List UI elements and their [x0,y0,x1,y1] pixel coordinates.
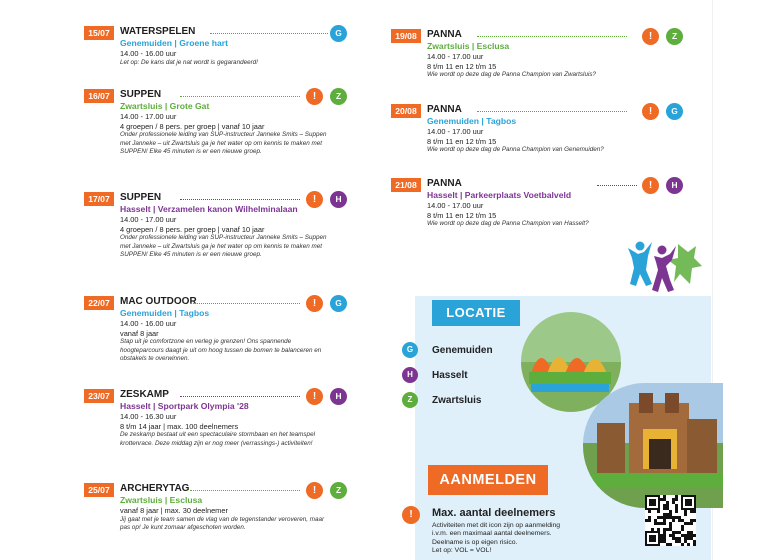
event-info-line: 14.00 - 17.00 uur [120,112,177,121]
location-z-icon: Z [402,392,418,408]
event-title: PANNA [427,104,462,115]
dotted-separator [180,396,300,398]
event-location: Genemuiden | Tagbos [120,308,210,318]
event-location: Hasselt | Parkeerplaats Voetbalveld [427,190,572,200]
max-participants-title: Max. aantal deelnemers [432,507,556,519]
event-title: PANNA [427,178,462,189]
event-title: MAC OUTDOOR [120,296,197,307]
event-title: WATERSPELEN [120,26,196,37]
event-description: Onder professionele leiding van SUP-instructeur Janneke Smits – Suppen met Janneke – uit Zwartsluis ga je het water op om kennis te maken met SUPPEN! Elke 45 minuten is er een nieuwe groep. [120,131,327,156]
event-title: ARCHERYTAG [120,483,190,494]
event-info-line: 14.00 - 17.00 uur [427,201,484,210]
event-location: Genemuiden | Tagbos [427,116,517,126]
event-info-line: 8 t/m 11 en 12 t/m 15 [427,136,497,146]
event-info-line: 4 groepen / 8 pers. per groep | vanaf 10 jaar [120,224,265,234]
event-title: SUPPEN [120,89,162,100]
dotted-separator [210,33,328,35]
registration-required-icon: ! [642,103,659,120]
event-description: Stap uit je comfortzone en verleg je grenzen! Ons spannende hoogteparcours daagt je uit om hoog tussen de bomen te balanceren en obstakels te overwinnen. [120,338,322,363]
event-info-line: 14.00 - 16.00 uur [120,49,177,58]
location-h-icon: H [666,177,683,194]
event-description: Wie wordt op deze dag de Panna Champion van Zwartsluis? [427,71,597,78]
aanmelden-line: Let op: VOL = VOL! [432,547,492,555]
event-info-line: 14.00 - 16.00 uur [120,319,177,328]
event-body [120,296,335,364]
event-title: ZESKAMP [120,389,169,400]
jumping-people-icon [618,238,708,298]
event-title: SUPPEN [120,192,162,203]
event-date: 22/07 [84,296,114,310]
aanmelden-line: i.v.m. een maximaal aantal deelnemers. [432,530,552,538]
event-date: 25/07 [84,483,114,497]
event-date: 19/08 [391,29,421,43]
event-location: Zwartsluis | Esclusa [120,495,203,505]
event-description: Wie wordt op deze dag de Panna Champion van Genemuiden? [427,146,604,153]
event-info-line: 14.00 - 17.00 uur [120,215,177,224]
event-date: 20/08 [391,104,421,118]
location-g-icon: G [330,25,347,42]
max-participants-icon: ! [402,506,420,524]
location-name: Genemuiden [432,344,493,356]
event-date: 15/07 [84,26,114,40]
location-g-icon: G [666,103,683,120]
event-description: De zeskamp bestaat uit een spectaculaire stormbaan en het teamspel krottenrace. Deze middag zijn er nog meer (verrassings-) activiteiten! [120,431,315,447]
event-info-line: 8 t/m 11 en 12 t/m 15 [427,61,497,71]
page-margin-left [0,0,62,560]
dotted-separator [477,36,627,38]
event-info-line: 8 t/m 11 en 12 t/m 15 [427,210,497,220]
event-date: 17/07 [84,192,114,206]
event-info-line: vanaf 8 jaar [120,328,159,338]
inflatable-obstacle-photo [583,383,723,508]
location-z-icon: Z [666,28,683,45]
aanmelden-line: Activiteiten met dit icon zijn op aanmelding [432,522,561,529]
location-name: Zwartsluis [432,394,482,406]
dotted-separator [190,490,300,492]
event-info-line: 14.00 - 17.00 uur [427,52,484,61]
registration-required-icon: ! [642,177,659,194]
event-info-line: vanaf 8 jaar | max. 30 deelnemer [120,506,228,515]
event-info-line: 4 groepen / 8 pers. per groep | vanaf 10 jaar [120,121,265,131]
registration-required-icon: ! [642,28,659,45]
location-g-icon: G [330,295,347,312]
event-info-line: 14.00 - 17.00 uur [427,127,484,136]
location-h-icon: H [330,388,347,405]
event-location: Hasselt | Verzamelen kanon Wilhelminalaan [120,204,298,214]
event-date: 21/08 [391,178,421,192]
event-location: Hasselt | Sportpark Olympia '28 [120,401,249,411]
dotted-separator [477,111,627,113]
event-body [120,192,335,260]
location-z-icon: Z [330,482,347,499]
location-name: Hasselt [432,369,468,381]
dotted-separator [180,199,300,201]
location-h-icon: H [402,367,418,383]
dotted-separator [180,96,300,98]
locatie-heading: LOCATIE [432,300,520,326]
aanmelden-heading: AANMELDEN [428,465,548,495]
location-g-icon: G [402,342,418,358]
dotted-separator [190,303,300,305]
event-location: Zwartsluis | Grote Gat [120,101,210,111]
event-date: 16/07 [84,89,114,103]
location-legend-item [402,392,481,408]
event-info-line: 14.00 - 16.30 uur [120,412,177,421]
dotted-separator [597,185,637,187]
event-description: Let op: De kans dat je nat wordt is gegarandeerd! [120,58,258,66]
event-location: Genemuiden | Groene hart [120,38,228,48]
location-z-icon: Z [330,88,347,105]
event-description: Wie wordt op deze dag de Panna Champion van Hasselt? [427,220,589,227]
event-location: Zwartsluis | Esclusa [427,41,510,51]
event-description: Jij gaat met je team samen de vlag van de tegenstander veroveren, maar pas op! Je kunt zomaar afgeschoten worden. [120,515,325,532]
event-title: PANNA [427,29,462,40]
aanmelden-line: Deelname is op eigen risico. [432,538,518,546]
registration-required-icon: ! [306,482,323,499]
registration-required-icon: ! [306,191,323,208]
aanmelden-text [432,522,632,556]
registration-required-icon: ! [306,88,323,105]
qr-code[interactable] [645,495,696,546]
event-description: Onder professionele leiding van SUP-instructeur Janneke Smits – Suppen met Janneke – uit Zwartsluis ga je het water op om kennis te maken met SUPPEN! Elke 45 minuten is er een nieuwe groep. [120,234,327,259]
registration-required-icon: ! [306,295,323,312]
event-date: 23/07 [84,389,114,403]
event-info-line: 8 t/m 14 jaar | max. 100 deelnemers [120,421,239,431]
event-body [120,89,335,157]
location-h-icon: H [330,191,347,208]
registration-required-icon: ! [306,388,323,405]
location-legend-item [402,342,493,358]
location-legend-item [402,367,468,383]
